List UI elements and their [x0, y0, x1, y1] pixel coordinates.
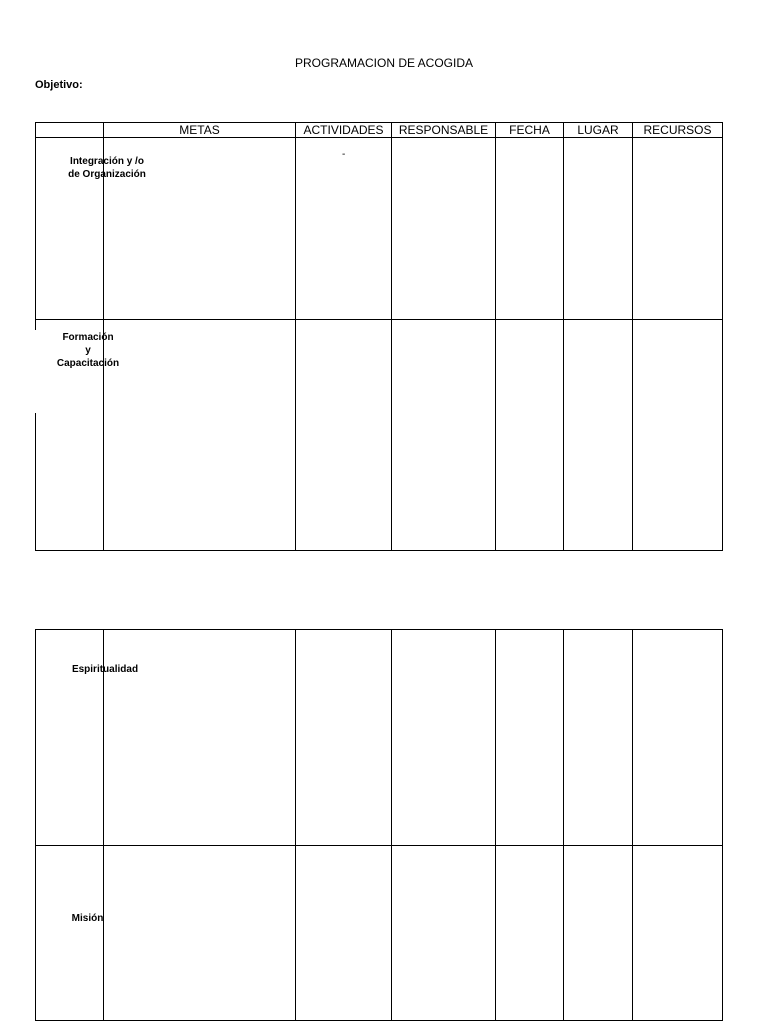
- column-border: [722, 629, 723, 1021]
- row-label-espiritualidad: Espiritualidad: [71, 664, 139, 675]
- row-label-line: de Organización: [68, 169, 146, 180]
- actividades-dash: -: [342, 149, 346, 160]
- header-metas: METAS: [179, 123, 220, 137]
- row-label-integracion: [52, 155, 162, 181]
- row-label-formacion: [42, 331, 134, 370]
- table-bottom-border: [35, 550, 723, 551]
- border-gap: [34, 330, 37, 413]
- row-label-line: Formación: [62, 332, 114, 343]
- column-border: [391, 122, 392, 551]
- document-title: PROGRAMACION DE ACOGIDA: [294, 56, 474, 70]
- column-border: [563, 122, 564, 551]
- row-label-line: y: [85, 345, 91, 356]
- column-border: [495, 122, 496, 551]
- column-border: [103, 629, 104, 1021]
- header-recursos: RECURSOS: [643, 123, 712, 137]
- column-border: [632, 629, 633, 1021]
- row-label-line: Capacitación: [56, 358, 120, 369]
- column-border: [391, 629, 392, 1021]
- column-border: [295, 629, 296, 1021]
- header-lugar: LUGAR: [577, 123, 619, 137]
- objective-label: Objetivo:: [35, 79, 83, 91]
- header-responsable: RESPONSABLE: [398, 123, 489, 137]
- column-border: [495, 629, 496, 1021]
- column-border: [295, 122, 296, 551]
- column-border: [35, 629, 36, 1021]
- header-fecha: FECHA: [509, 123, 550, 137]
- header-bottom-border: [35, 137, 723, 138]
- row-label-line: Integración y /o: [70, 156, 144, 167]
- column-border: [632, 122, 633, 551]
- row-divider: [35, 319, 723, 320]
- column-border: [563, 629, 564, 1021]
- row-divider: [35, 845, 723, 846]
- row-label-mision: Misión: [71, 913, 104, 924]
- table-top-border: [35, 629, 723, 630]
- header-actividades: ACTIVIDADES: [303, 123, 384, 137]
- table-bottom-border: [35, 1020, 723, 1021]
- column-border: [722, 122, 723, 551]
